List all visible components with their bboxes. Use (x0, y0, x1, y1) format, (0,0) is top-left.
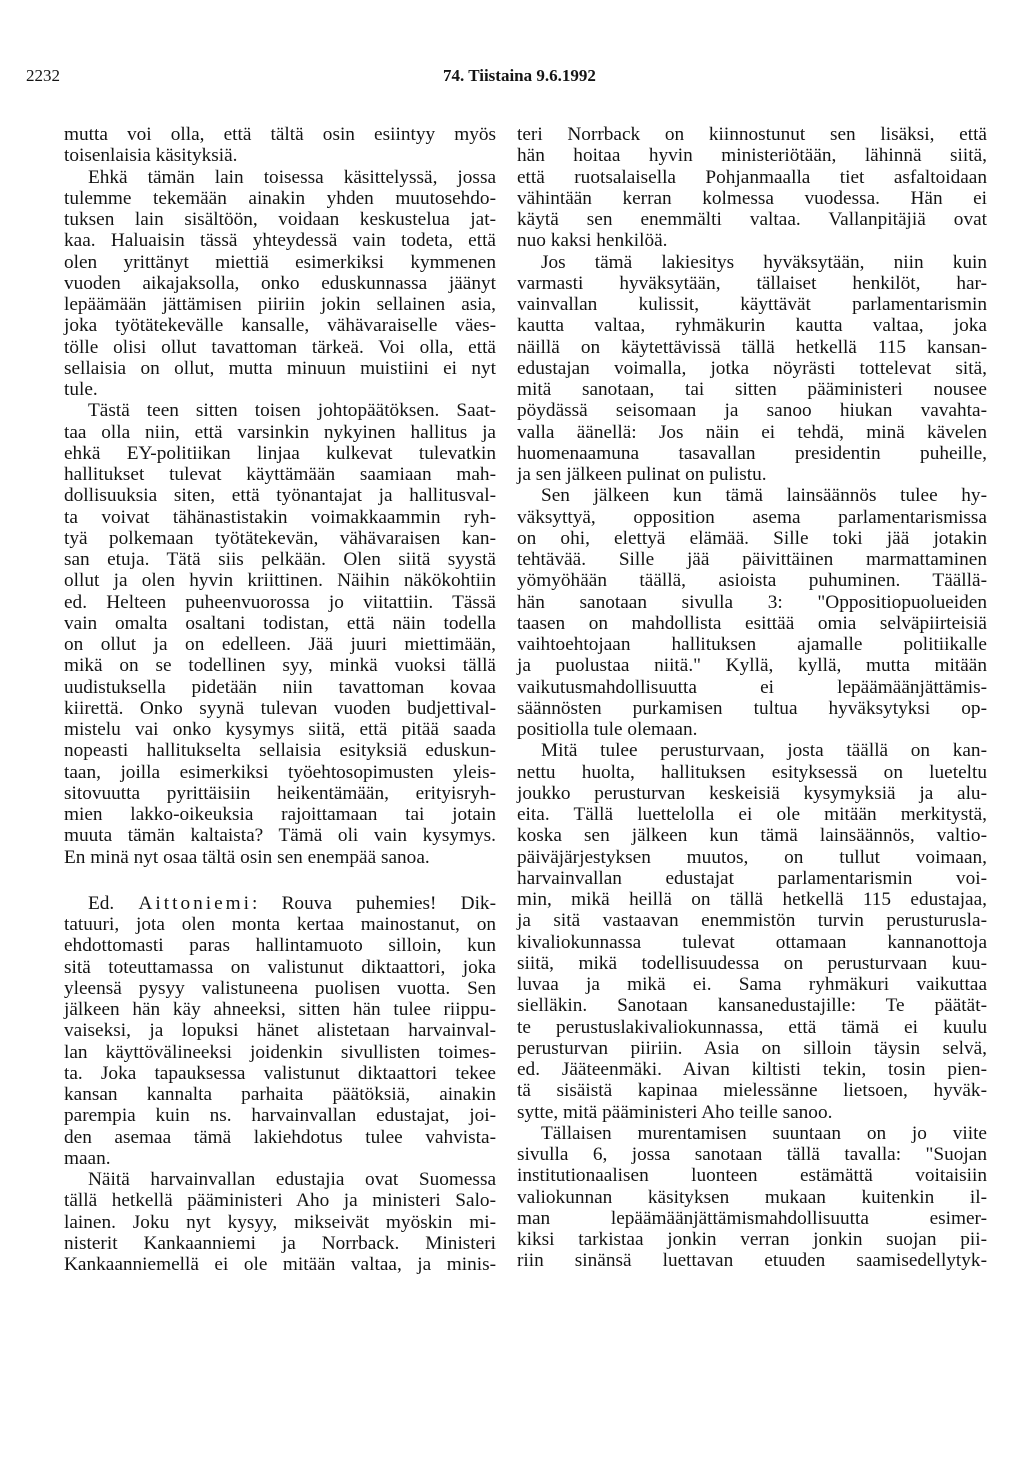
text-line: näillä on käytettävissä tällä hetkellä 115 kansan- (517, 336, 987, 358)
text-line: sitä toteuttamassa on valistunut diktaattori, joka (64, 956, 496, 978)
text-line: teri Norrback on kiinnostunut sen lisäksi, että (517, 124, 987, 145)
text-line: olen yrittänyt miettiä esimerkiksi kymmenen (64, 251, 496, 273)
text-line: sytte, mitä pääministeri Aho teille sanoo. (517, 1101, 833, 1123)
text-line: tule. (64, 379, 98, 400)
text-line: kansan kannalta parhaita päätöksiä, ainakin (64, 1084, 496, 1105)
text-line: tehtävää. Sille jää päivittäinen marmattaminen (517, 549, 987, 570)
text-line: vain omalta osaltani todistan, että näin todella (64, 612, 496, 634)
text-line: päiväjärjestyksen muutos, on tullut voimaan, (517, 846, 987, 868)
text-line: Tästä teen sitten toisen johtopäätöksen. Saat- (88, 400, 496, 422)
text-line: väksyttyä, opposition asema parlamentarismissa (517, 506, 987, 528)
text-line: hän sanotaan sivulla 3: "Oppositiopuolueiden (517, 591, 987, 613)
text-line: kiksi tarkistaa jonkin verran jonkin suojan pii- (517, 1229, 987, 1250)
text-line: nisterit Kankaanniemi ja Norrback. Ministeri (64, 1232, 496, 1254)
text-line: sitovuutta pyrittäisiin heikentämään, erityisryh- (64, 782, 496, 804)
text-line: kaa. Haluaisin tässä yhteydessä vain todeta, että (64, 230, 496, 252)
right-column (517, 124, 987, 1272)
text-line: den asemaa tämä lakiehdotus tulee vahvista- (64, 1126, 496, 1148)
text-line: kautta valtaa, ryhmäkurin kautta valtaa, joka (517, 315, 987, 337)
text-line: ja sen jälkeen pulinat on pulistu. (517, 464, 767, 485)
text-line: san etuja. Tätä siis pelkään. Olen siitä syystä (64, 549, 496, 570)
text-line: jälkeen hän käy ahneeksi, sitten hän tulee riippu- (64, 999, 496, 1020)
text-line: nettu huolta, hallituksen esityksessä on lueteltu (517, 761, 987, 783)
text-line: edustajan voimalla, jotka nöyrästi tottelevat sitä, (517, 357, 987, 379)
text-line: perusturvan piiriin. Asia on silloin täysin selvä, (517, 1037, 987, 1059)
text-line: vuoden aikajaksolla, onko eduskunnassa jäänyt (64, 272, 496, 294)
text-line: vaikutusmahdollisuutta ei lepäämäänjättämis- (517, 676, 987, 698)
text-line: dollisuuksia siten, että työnantajat ja hallitusval- (64, 485, 496, 507)
text-line: mitä sanotaan, tai sitten pääministeri nousee (517, 379, 987, 400)
text-line: Mitä tulee perusturvaan, josta täällä on kan- (541, 740, 987, 762)
text-line: institutionaalisen luonteen estämättä voitaisiin (517, 1165, 987, 1187)
text-line: muuta tämän kaltaista? Tämä oli vain kysymys. (64, 825, 496, 847)
text-line: tuksen lain sisältöön, voidaan keskustelua jat- (64, 209, 496, 230)
speaker-name: Aittoniemi (138, 892, 252, 914)
text-line: tyä polkemaan työtätekevän, vähävaraisen kan- (64, 527, 496, 549)
text-line: taasen on mahdollista esittää omia selväpiirteisiä (517, 612, 987, 634)
text-line: En minä nyt osaa tältä osin sen enempää sanoa. (64, 846, 430, 868)
text-line: ed. Helteen puheenvuorossa jo viitattiin. Tässä (64, 591, 496, 613)
text-line: lainen. Joku nyt kysyy, mikseivät myöskin mi- (64, 1211, 496, 1233)
left-column-text-continued (64, 914, 534, 1275)
text-line: yleensä pysyy valistuneena puolisen vuotta. Sen (64, 977, 496, 999)
text-line: tä sisäistä kapinaa mielessänne lietsoen, hyväk- (517, 1080, 987, 1102)
text-line: lan käyttövälineeksi joidenkin sivullisten toimes- (64, 1041, 496, 1063)
text-line: ollut ja olen hyvin kriittinen. Näihin näkökohtiin (64, 570, 496, 592)
text-line: Kankaanniemellä ei ole mitään valtaa, ja minis- (64, 1254, 496, 1275)
text-line: mien lakko-oikeuksia rajoittamaan tai jotain (64, 804, 496, 825)
text-line: mistelu vai onko kysymys siitä, että pitää saada (64, 719, 496, 740)
text-line: tölle olisi ollut tavattoman tärkeä. Voi olla, että (64, 336, 496, 358)
text-line: min, mikä heillä on tällä hetkellä 115 edustajaa, (517, 889, 987, 910)
text-line: tatuuri, jota olen monta kertaa mainostanut, on (64, 914, 496, 935)
text-line: toisenlaisia käsityksiä. (64, 145, 238, 167)
text-line: huomenaamuna tasavallan presidentin puheille, (517, 442, 987, 464)
text-line: valiokunnan käsityksen mukaan kuitenkin il- (517, 1186, 987, 1208)
page-header (26, 66, 986, 90)
text-line: pöydässä seisomaan ja sanoo hiukan vavahta- (517, 400, 987, 422)
text-line: sielläkin. Sanotaan kansanedustajille: Te päätät- (517, 995, 987, 1017)
text-line: taan, joilla esimerkiksi työehtosopimusten yleis- (64, 761, 496, 783)
text-line: te perustuslakivaliokunnassa, että tämä ei kuulu (517, 1016, 987, 1038)
text-line: mikä on se todellinen syy, minkä vuoksi tällä (64, 655, 496, 677)
page-number: 2232 (26, 66, 60, 85)
text-line: hän hoitaa hyvin ministeriötään, lähinnä siitä, (517, 145, 987, 167)
text-line: joka työtätekevälle kansalle, vähävaraiselle väes- (64, 315, 496, 337)
text-line: yömyöhään täällä, asioista puhuminen. Täällä- (517, 570, 987, 592)
text-line: parempia kuin ns. harvainvallan edustajat, joi- (64, 1105, 496, 1127)
text-line: vaiseksi, ja lopuksi hänet alistetaan harvainval- (64, 1020, 496, 1042)
text-line: koska sen jälkeen kun tämä lainsäännös, valtio- (517, 825, 987, 847)
text-line: maan. (64, 1147, 111, 1169)
text-line: sivulla 6, jossa sanotaan tällä tavalla: "Suojan (517, 1144, 987, 1165)
text-line: on ohi, elettyä elämää. Sille toki jää jotakin (517, 527, 987, 549)
text-line: käytä sen enemmälti valtaa. Vallanpitäjiä ovat (517, 209, 987, 230)
speaker-intro-line (64, 893, 496, 914)
right-column-text (517, 124, 987, 1272)
text-line: hallitukset tulevat käyttämään saamiaan mah- (64, 464, 496, 485)
text-line: tulemme tekemään ainakin yhden muutosehdo- (64, 187, 496, 209)
text-line: valla äänellä: Jos näin ei tehdä, minä kävelen (517, 421, 987, 443)
text-line: harvainvallan edustajat parlamentarismin voi- (517, 867, 987, 889)
running-title: 74. Tiistaina 9.6.1992 (443, 66, 596, 85)
text-line: nuo kaksi henkilöä. (517, 230, 668, 252)
text-line: ed. Jääteenmäki. Aivan kiltisti tekin, tosin pien- (517, 1059, 987, 1080)
text-line: ta voivat tähänastistakin voimakkaammin ryh- (64, 506, 496, 528)
text-line: positiolla tule olemaan. (517, 719, 698, 740)
text-line: varmasti hyväksytään, tällaiset henkilöt, har- (517, 272, 987, 294)
text-line: vähintään kerran kolmessa vuodessa. Hän ei (517, 187, 987, 209)
text-line: Näitä harvainvallan edustajia ovat Suomessa (88, 1169, 496, 1190)
text-line: Tällaisen murentamisen suuntaan on jo viite (541, 1122, 987, 1144)
left-column-text (64, 124, 534, 868)
text-line: Ehkä tämän lain toisessa käsittelyssä, jossa (88, 166, 496, 188)
text-line: ta. Joka tapauksessa valistunut diktaattori tekee (64, 1062, 496, 1084)
text-line: uudistuksella pidetään niin tavattoman kovaa (64, 676, 496, 698)
text-line: ehkä EY-politiikan linjaa kulkevat tulevatkin (64, 442, 496, 464)
text-line: vaihtoehtojaan hallituksen ajamalle politiikalle (517, 634, 987, 655)
paragraph-gap (64, 868, 534, 893)
text-line: nopeasti hallitukselta sellaisia esityksiä eduskun- (64, 740, 496, 762)
text-line: että ruotsalaisella Pohjanmaalla tiet asfaltoidaan (517, 166, 987, 188)
text-line: tällä hetkellä pääministeri Aho ja ministeri Salo- (64, 1190, 496, 1212)
text-line: vainvallan kulissit, käyttävät parlamentarismin (517, 294, 987, 315)
text-line: luvaa ja mikä ei. Sama ryhmäkuri vaikuttaa (517, 974, 987, 995)
text-line: säännösten purkamisen tultua hyväksytyksi op- (517, 697, 987, 719)
speaker-title: Ed. (88, 892, 139, 914)
text-line: joukko perusturvan keskeisiä kysymyksiä ja alu- (517, 782, 987, 804)
text-line: kiirettä. Onko syynä tulevan vuoden budjettival- (64, 697, 496, 719)
text-line: ehdottomasti paras hallintamuoto silloin, kun (64, 935, 496, 957)
text-line: Jos tämä lakiesitys hyväksytään, niin kuin (541, 251, 987, 273)
text-line: sellaisia on ollut, mutta minuun muistiini ei nyt (64, 357, 496, 379)
text-line: lepäämään jättämisen piiriin jokin sellainen asia, (64, 294, 496, 315)
text-line: eita. Tällä luettelolla ei ole mitään merkitystä, (517, 804, 987, 825)
text-line: ja puolustaa niitä." Kyllä, kyllä, mutta mitään (517, 655, 987, 677)
text-line: man lepäämäänjättämismahdollisuutta esimer- (517, 1207, 987, 1229)
speaker-intro-text: : Rouva puhemies! Dik- (252, 892, 496, 914)
text-line: taa olla niin, että varsinkin nykyinen hallitus ja (64, 421, 496, 443)
text-line: siitä, mikä todellisuudessa on perusturvaan kuu- (517, 952, 987, 974)
text-line: kivaliokunnassa tulevat ottamaan kannanottoja (517, 931, 987, 953)
text-line: Sen jälkeen kun tämä lainsäännös tulee hy- (541, 485, 987, 507)
text-line: on ollut ja on edelleen. Jää juuri miettimään, (64, 634, 496, 655)
text-line: riin sinänsä luettavan etuuden saamisedellytyk- (517, 1250, 987, 1272)
text-line: mutta voi olla, että tältä osin esiintyy myös (64, 124, 496, 145)
left-column (64, 124, 534, 1275)
text-line: ja sitä vastaavan enemmistön turvin perusturusla- (517, 910, 987, 932)
